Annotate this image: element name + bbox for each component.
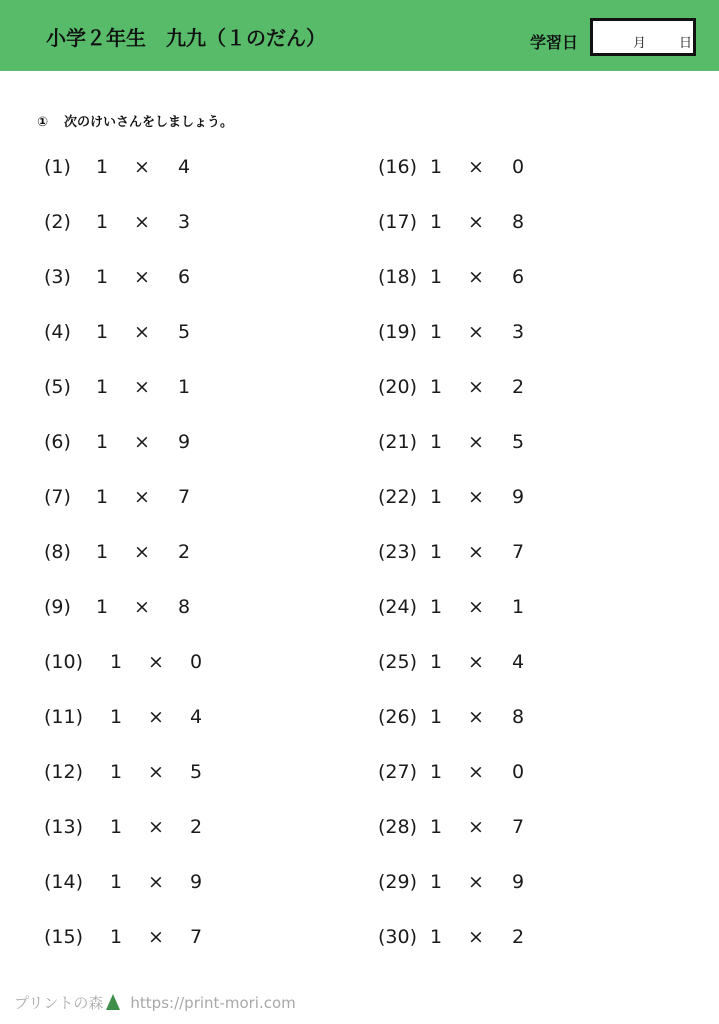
operand-b: 9 <box>512 486 525 508</box>
times-sign: × <box>134 211 150 233</box>
page-title: 小学２年生 九九（１のだん） <box>46 26 326 50</box>
problem-number: (24) <box>378 596 418 618</box>
problem-number: (9) <box>44 596 71 618</box>
operand-a: 1 <box>430 431 443 453</box>
problem-number: (27) <box>378 761 418 783</box>
operand-a: 1 <box>430 651 443 673</box>
times-sign: × <box>148 816 164 838</box>
times-sign: × <box>134 321 150 343</box>
operand-b: 2 <box>512 376 525 398</box>
operand-b: 3 <box>512 321 525 343</box>
problem-number: (8) <box>44 541 71 563</box>
times-sign: × <box>134 596 150 618</box>
times-sign: × <box>468 266 484 288</box>
times-sign: × <box>134 541 150 563</box>
times-sign: × <box>468 486 484 508</box>
operand-a: 1 <box>430 816 443 838</box>
times-sign: × <box>134 486 150 508</box>
operand-b: 0 <box>512 761 525 783</box>
times-sign: × <box>148 871 164 893</box>
problem-number: (16) <box>378 156 418 178</box>
times-sign: × <box>468 761 484 783</box>
times-sign: × <box>148 761 164 783</box>
problem-number: (30) <box>378 926 418 948</box>
times-sign: × <box>134 156 150 178</box>
operand-b: 5 <box>512 431 525 453</box>
tree-icon <box>106 994 120 1010</box>
operand-a: 1 <box>96 596 109 618</box>
problem-number: (19) <box>378 321 418 343</box>
operand-a: 1 <box>110 651 123 673</box>
operand-b: 9 <box>178 431 191 453</box>
problem-number: (12) <box>44 761 84 783</box>
times-sign: × <box>468 706 484 728</box>
date-field[interactable] <box>590 18 696 56</box>
problem-number: (4) <box>44 321 71 343</box>
operand-a: 1 <box>430 156 443 178</box>
problem-number: (10) <box>44 651 84 673</box>
operand-b: 5 <box>190 761 203 783</box>
operand-b: 8 <box>512 706 525 728</box>
problem-number: (2) <box>44 211 71 233</box>
operand-b: 1 <box>512 596 525 618</box>
operand-b: 7 <box>190 926 203 948</box>
times-sign: × <box>468 651 484 673</box>
operand-a: 1 <box>96 321 109 343</box>
problem-number: (20) <box>378 376 418 398</box>
problem-number: (15) <box>44 926 84 948</box>
operand-b: 5 <box>178 321 191 343</box>
operand-a: 1 <box>96 211 109 233</box>
operand-b: 9 <box>190 871 203 893</box>
operand-a: 1 <box>430 596 443 618</box>
operand-a: 1 <box>430 486 443 508</box>
footer <box>14 992 296 1013</box>
problem-number: (23) <box>378 541 418 563</box>
operand-b: 9 <box>512 871 525 893</box>
operand-a: 1 <box>430 376 443 398</box>
operand-b: 6 <box>178 266 191 288</box>
operand-b: 8 <box>512 211 525 233</box>
times-sign: × <box>468 376 484 398</box>
operand-b: 1 <box>178 376 191 398</box>
operand-a: 1 <box>430 871 443 893</box>
footer-url: https://print-mori.com <box>130 994 296 1012</box>
operand-b: 7 <box>512 541 525 563</box>
times-sign: × <box>468 156 484 178</box>
header-bar <box>0 0 719 71</box>
problem-number: (5) <box>44 376 71 398</box>
times-sign: × <box>468 596 484 618</box>
operand-b: 7 <box>512 816 525 838</box>
date-label: 学習日 <box>530 33 579 52</box>
times-sign: × <box>468 431 484 453</box>
operand-b: 3 <box>178 211 191 233</box>
instruction-number: ① <box>37 115 49 130</box>
problem-number: (28) <box>378 816 418 838</box>
operand-a: 1 <box>96 486 109 508</box>
operand-a: 1 <box>96 156 109 178</box>
times-sign: × <box>134 376 150 398</box>
operand-a: 1 <box>96 431 109 453</box>
operand-a: 1 <box>430 926 443 948</box>
problem-number: (17) <box>378 211 418 233</box>
problem-number: (11) <box>44 706 84 728</box>
problem-number: (14) <box>44 871 84 893</box>
problem-number: (29) <box>378 871 418 893</box>
operand-a: 1 <box>110 816 123 838</box>
operand-b: 2 <box>512 926 525 948</box>
operand-a: 1 <box>430 211 443 233</box>
operand-b: 6 <box>512 266 525 288</box>
operand-a: 1 <box>430 706 443 728</box>
times-sign: × <box>148 706 164 728</box>
operand-b: 0 <box>512 156 525 178</box>
operand-a: 1 <box>430 541 443 563</box>
operand-a: 1 <box>110 706 123 728</box>
problem-number: (18) <box>378 266 418 288</box>
times-sign: × <box>148 926 164 948</box>
problem-number: (25) <box>378 651 418 673</box>
operand-b: 4 <box>190 706 203 728</box>
operand-b: 2 <box>178 541 191 563</box>
times-sign: × <box>468 321 484 343</box>
operand-b: 4 <box>512 651 525 673</box>
problem-number: (13) <box>44 816 84 838</box>
operand-a: 1 <box>430 321 443 343</box>
times-sign: × <box>134 431 150 453</box>
operand-a: 1 <box>110 926 123 948</box>
times-sign: × <box>148 651 164 673</box>
operand-a: 1 <box>430 761 443 783</box>
month-label: 月 <box>633 36 647 51</box>
operand-a: 1 <box>430 266 443 288</box>
operand-a: 1 <box>96 376 109 398</box>
problem-number: (7) <box>44 486 71 508</box>
times-sign: × <box>468 211 484 233</box>
instruction-text: 次のけいさんをしましょう。 <box>64 115 234 130</box>
times-sign: × <box>468 541 484 563</box>
problem-number: (21) <box>378 431 418 453</box>
operand-a: 1 <box>110 761 123 783</box>
problem-number: (26) <box>378 706 418 728</box>
times-sign: × <box>134 266 150 288</box>
operand-b: 0 <box>190 651 203 673</box>
footer-brand: プリントの森 <box>14 994 104 1012</box>
operand-a: 1 <box>96 541 109 563</box>
times-sign: × <box>468 871 484 893</box>
operand-b: 2 <box>190 816 203 838</box>
operand-b: 8 <box>178 596 191 618</box>
instruction <box>37 111 233 130</box>
problem-number: (22) <box>378 486 418 508</box>
times-sign: × <box>468 926 484 948</box>
problem-number: (3) <box>44 266 71 288</box>
problem-number: (1) <box>44 156 71 178</box>
operand-a: 1 <box>110 871 123 893</box>
operand-b: 4 <box>178 156 191 178</box>
operand-b: 7 <box>178 486 191 508</box>
operand-a: 1 <box>96 266 109 288</box>
problem-number: (6) <box>44 431 71 453</box>
day-label: 日 <box>679 36 693 51</box>
times-sign: × <box>468 816 484 838</box>
